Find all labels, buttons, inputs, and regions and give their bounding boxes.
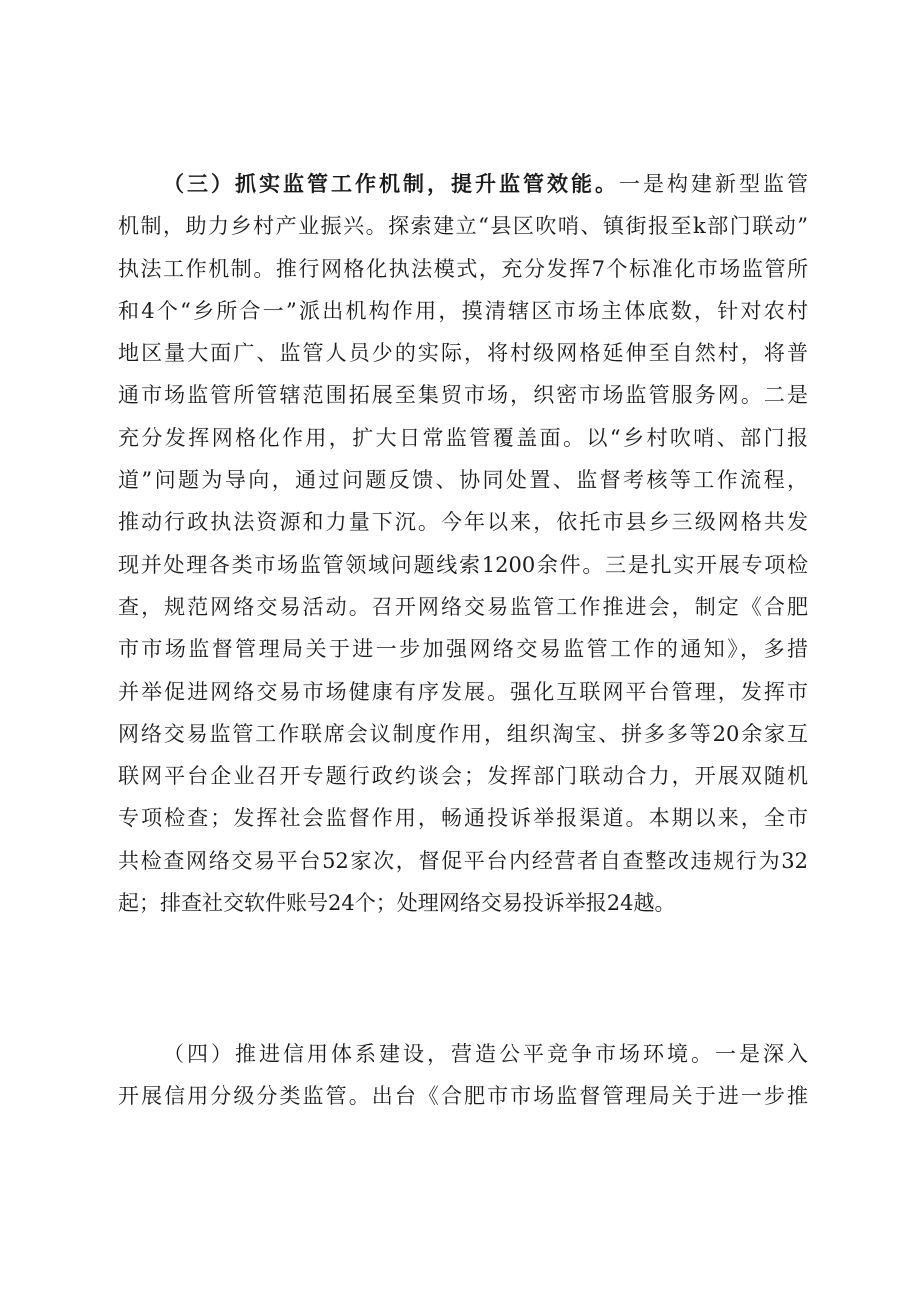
paragraph-line	[118, 1033, 808, 1075]
paragraph-line: 执法工作机制。推行网格化执法模式，充分发挥7个标准化市场监管所	[118, 256, 808, 281]
paragraph-line: 查，规范网络交易活动。召开网络交易监管工作推进会，制定《合肥	[118, 594, 808, 619]
paragraph-line: 起；排查社交软件账号24个；处理网络交易投诉举报24越。	[118, 891, 676, 916]
paragraph-line: 机制，助力乡村产业振兴。探索建立“县区吹哨、镇街报至k部门联动”	[118, 214, 808, 239]
paragraph-line: 充分发挥网格化作用，扩大日常监管覆盖面。以“乡村吹哨、部门报	[118, 425, 808, 450]
paragraph-line: （三）抓实监管工作机制，提升监管效能。一是构建新型监管	[160, 171, 808, 196]
paragraph-line: 共检查网络交易平台52家次，督促平台内经营者自查整改违规行为32	[118, 848, 808, 873]
paragraph-line: 开展信用分级分类监管。出台《合肥市市场监督管理局关于进一步推	[118, 1084, 808, 1109]
paragraph-line: 和4个“乡所合一”派出机构作用，摸清辖区市场主体底数，针对农村	[118, 298, 808, 323]
paragraph-line: 网络交易监管工作联席会议制度作用，组织淘宝、拼多多等20余家互	[118, 721, 808, 746]
paragraph-line: 专项检查；发挥社会监督作用，畅通投诉举报渠道。本期以来，全市	[118, 806, 808, 831]
section-3-paragraph	[118, 163, 808, 924]
section-4-paragraph	[118, 1033, 808, 1118]
section-3-heading: （三）抓实监管工作机制，提升监管效能。	[160, 171, 619, 196]
paragraph-line: 市市场监督管理局关于进一步加强网络交易监管工作的通知》，多措	[118, 637, 808, 662]
paragraph-line: 地区量大面广、监管人员少的实际，将村级网格延伸至自然村，将普	[118, 341, 808, 366]
paragraph-line: 联网平台企业召开专题行政约谈会；发挥部门联动合力，开展双随机	[118, 764, 808, 789]
paragraph-line: 通市场监管所管辖范围拓展至集贸市场，织密市场监管服务网。二是	[118, 383, 808, 408]
paragraph-line: 现并处理各类市场监管领域问题线索1200余件。三是扎实开展专项检	[118, 552, 808, 577]
section-4-heading-line: （四）推进信用体系建设，营造公平竞争市场环境。一是深入	[160, 1042, 808, 1066]
paragraph-line: 道”问题为导向，通过问题反馈、协同处置、监督考核等工作流程，	[118, 468, 808, 493]
paragraph-line: 推动行政执法资源和力量下沉。今年以来，依托市县乡三级网格共发	[118, 510, 808, 535]
paragraph-line: 并举促进网络交易市场健康有序发展。强化互联网平台管理，发挥市	[118, 679, 808, 704]
